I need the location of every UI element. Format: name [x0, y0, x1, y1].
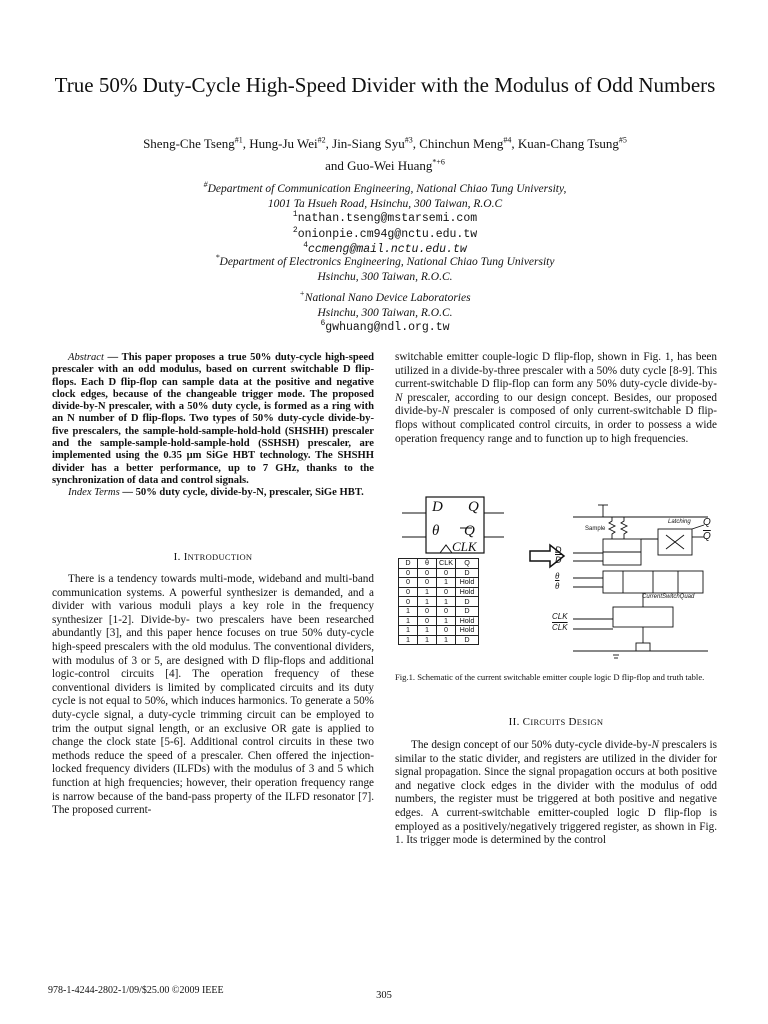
truth-table-row	[399, 578, 479, 588]
paragraph-part: prescalers is similar to the static divider, and registers are utilized in the divider for signal propagation. Since the signal propagation occurs at both positive and negative clock edges in the divider with the modulus of odd numbers, the register must be triggered at both positive and negative edges. A current-switchable emitter-coupled logic D flip-flop is employed as a positively/negatively triggered register, as shown in Fig. 1. Its trigger mode is determined by the control	[395, 739, 717, 847]
clock-pair	[613, 607, 673, 627]
section-heading-introduction	[52, 551, 374, 563]
schem-theta-label: θ	[555, 571, 560, 581]
author-list-2	[40, 158, 730, 174]
truth-cell: Hold	[456, 616, 479, 626]
paragraph-part: prescaler, according to our design concept. Besides, our proposed divide-by-	[395, 391, 717, 418]
affiliation-line: Department of Communication Engineering, National Chiao Tung University,	[207, 183, 567, 195]
affiliation-line: Department of Electronics Engineering, National Chiao Tung University	[219, 256, 555, 268]
truth-cell: 1	[437, 597, 456, 607]
truth-cell: 0	[418, 568, 437, 578]
schem-q-label: Q	[703, 517, 711, 528]
truth-cell: 0	[418, 578, 437, 588]
truth-header: Q	[456, 559, 479, 569]
author-sup: #4	[503, 135, 512, 145]
paragraph-part: The design concept of our 50% duty-cycle divide-by-	[411, 739, 652, 751]
schem-sample-label: Sample	[585, 526, 606, 532]
section-title-initial: II. C	[508, 716, 531, 728]
email-sup: 1	[292, 210, 298, 220]
schem-thetabar-label: $\overline{\theta}$	[555, 581, 560, 591]
schem-d-label: D	[555, 545, 562, 555]
author: Guo-Wei Huang	[347, 158, 433, 173]
email-sup: 6	[320, 319, 326, 329]
ff-clk-label: CLK	[452, 539, 477, 554]
section-title-rest: ESIGN	[576, 717, 604, 727]
affiliation-sup: +	[299, 289, 305, 299]
truth-cell: 1	[418, 597, 437, 607]
email[interactable]: nathan.tseng@mstarsemi.com	[297, 212, 478, 225]
author: Sheng-Che Tseng	[143, 136, 235, 151]
truth-cell: 0	[399, 578, 418, 588]
truth-cell: 0	[418, 616, 437, 626]
figure-1-caption: Fig.1. Schematic of the current switchable emitter couple logic D flip-flop and truth table.	[395, 672, 705, 682]
paragraph: There is a tendency towards multi-mode, wideband and multi-band communication systems. A powerful synthesizer is demanded, and a divider with various moduli plays a key role in the frequency synthesizer [1-2]. Divide-by- two prescalers have been researched abundantly [3], and this paper hence focuses on true 50% duty-cycle high-speed prescalers with the old modulus. The conventional dividers, with modulus of 3 or 5, are designed with D flip-flops and additional logic-control circuits [4]. The operation frequency of these conventional dividers is limited by complicated circuits and its duty cycle is not equal to 50%, which induces harmonics. To generate a 50% duty-cycle signal, a duty-cycle trimming circuit can be employed to trim the output signal length, or an exclusive OR gate is applied to change the clock state [5-6]. Additional control circuits in these two methods reduce the speed of a prescaler. Chen offered the injection-locked frequency dividers (ILFDs) with the modulus of 3 and 5 which function at high frequencies; however, their operation frequency range is narrow because of the band-pass property of the ILFD resonator [7]. The proposed current-	[52, 573, 374, 817]
paragraph-part: prescaler is composed of only current-switchable D flip-flops without complicated control circuits, in order to possess a wide operation frequency range and to function up to high frequencies.	[395, 405, 717, 445]
affiliation-sup: *	[215, 253, 220, 263]
symbol-n: N	[395, 391, 403, 404]
truth-cell: 1	[418, 626, 437, 636]
schem-clkbar-label: $\overline{CLK}$	[552, 623, 568, 632]
section-heading-circuits-design	[395, 716, 717, 728]
email[interactable]: ccmeng@mail.nctu.edu.tw	[308, 243, 467, 256]
truth-cell: 1	[418, 635, 437, 645]
section-title-rest: IRCUITS	[530, 717, 566, 727]
affiliation-line: 1001 Ta Hsueh Road, Hsinchu, 300 Taiwan, R.O.C	[267, 197, 503, 210]
truth-cell: 0	[437, 606, 456, 616]
paragraph	[395, 739, 717, 848]
ff-d-label: D	[432, 499, 443, 515]
truth-table-row	[399, 616, 479, 626]
truth-cell: 1	[418, 587, 437, 597]
introduction-text	[52, 573, 374, 818]
truth-cell: 1	[399, 626, 418, 636]
truth-header: CLK	[437, 559, 456, 569]
author-sup: #1	[234, 135, 243, 145]
affiliation-line: National Nano Device Laboratories	[304, 292, 471, 304]
truth-cell: 0	[399, 587, 418, 597]
truth-cell: Hold	[456, 626, 479, 636]
truth-table	[398, 558, 479, 645]
abstract-dash: —	[119, 487, 136, 499]
index-terms: 50% duty cycle, divide-by-N, prescaler, SiGe HBT.	[135, 487, 364, 499]
abstract-dash: —	[103, 352, 122, 363]
truth-cell: D	[456, 606, 479, 616]
email[interactable]: gwhuang@ndl.org.tw	[325, 321, 450, 334]
ff-theta-label: θ	[432, 523, 440, 539]
affiliation-line: Hsinchu, 300 Taiwan, R.O.C.	[317, 306, 453, 319]
abstract	[52, 352, 374, 500]
truth-header: D	[399, 559, 418, 569]
truth-cell: 0	[399, 597, 418, 607]
paragraph-part: switchable emitter couple-logic D flip-flop, shown in Fig. 1, has been utilized in a divide-by-three prescaler with a 50% duty cycle [8-9]. This current-switchable D flip-flop can form any 50% duty-cycle divide-by-	[395, 351, 717, 391]
symbol-n: N	[651, 739, 659, 751]
author-sup: *+6	[432, 157, 445, 167]
author-prefix: and	[325, 158, 348, 173]
resistor	[621, 517, 627, 539]
affiliation-2	[40, 255, 730, 284]
author: Kuan-Chang Tsung	[517, 136, 619, 151]
section-title-rest: NTRODUCTION	[187, 552, 253, 562]
truth-cell: 1	[399, 635, 418, 645]
circuits-design-text	[395, 739, 717, 848]
clock-triangle	[440, 545, 452, 553]
ff-q-label: Q	[468, 499, 479, 515]
truth-cell: 0	[437, 626, 456, 636]
author: Jin-Siang Syu	[332, 136, 405, 151]
section-number: I.	[173, 551, 184, 563]
author-sup: #2	[317, 135, 326, 145]
abstract-text: This paper proposes a true 50% duty-cycle high-speed prescaler with an odd modulus, based on current switchable D flip-flops. Each D flip-flop can sample data at the positive and negative clock edges, because of the changeable trigger mode. The proposed divide-by-N prescaler, with a 50% duty cycle, is formed as a ring with an N number of D flip-flops. Two types of 50% duty-cycle divide-by-five prescalers, the sample-hold-sample-hold-hold (SHSHH) prescaler and the sample-sample-hold-sample-hold (SSHSH) prescaler, are implemented using the 0.35 μm SiGe HBT technology. The SHSHH divider has a better performance, up to 7 GHz, thanks to the synchronization of data and control signals.	[52, 352, 375, 486]
affiliation-3	[40, 291, 730, 336]
figure-1	[398, 495, 718, 670]
truth-header: θ	[418, 559, 437, 569]
truth-cell: Hold	[456, 587, 479, 597]
truth-cell: 1	[437, 616, 456, 626]
schem-quad-label: CurrentSwitchQuad	[642, 594, 695, 600]
email-sup: 4	[303, 241, 309, 251]
truth-cell: 1	[399, 616, 418, 626]
truth-cell: 0	[399, 568, 418, 578]
schem-latching-label: Latching	[668, 519, 691, 525]
email-sup: 2	[292, 225, 298, 235]
paper-title: True 50% Duty-Cycle High-Speed Divider with the Modulus of Odd Numbers	[54, 73, 716, 97]
index-terms-label: Index Terms	[68, 487, 120, 499]
truth-cell: Hold	[456, 578, 479, 588]
affiliation-1	[40, 182, 730, 258]
truth-table-row	[399, 597, 479, 607]
symbol-n: N	[441, 405, 450, 418]
affiliation-sup: #	[203, 180, 208, 190]
truth-table-row	[399, 606, 479, 616]
author-list: Sheng-Che Tseng$^{\#1}$, Hung-Ju Wei$^{\#2}$, Jin-Siang Syu$^{\#3}$, Chinchun Meng$^{\#4}$, Kuan-Chang Tsung$^{\#5}$	[143, 135, 627, 151]
truth-cell: 0	[437, 568, 456, 578]
page-number: 305	[376, 990, 392, 1001]
schem-dbar-label: $\overline{D}$	[555, 555, 562, 565]
truth-cell: 0	[418, 606, 437, 616]
tail-source	[636, 643, 650, 651]
truth-cell: D	[456, 597, 479, 607]
ff-qbar-label: Q	[464, 523, 475, 539]
truth-table-row	[399, 587, 479, 597]
truth-table-row	[399, 626, 479, 636]
author-sup: #3	[404, 135, 413, 145]
truth-table-row	[399, 568, 479, 578]
email[interactable]: onionpie.cm94g@nctu.edu.tw	[297, 227, 478, 241]
abstract-label: Abstract	[68, 352, 104, 363]
section-title-initial: D	[565, 716, 577, 728]
author: Hung-Ju Wei	[249, 136, 318, 151]
affiliation-line: Hsinchu, 300 Taiwan, R.O.C.	[317, 270, 453, 283]
copyright-footer: 978-1-4244-2802-1/09/$25.00 ©2009 IEEE	[48, 985, 224, 996]
resistor	[609, 517, 615, 539]
right-column-text	[395, 351, 717, 446]
truth-table-row	[399, 635, 479, 645]
section-title-initial: I	[183, 551, 188, 563]
truth-table-header	[399, 559, 479, 569]
truth-cell: D	[456, 568, 479, 578]
author: Chinchun Meng	[419, 136, 504, 151]
schem-clk-label: CLK	[552, 612, 568, 621]
author-sup: #5	[618, 135, 627, 145]
truth-cell: 1	[437, 578, 456, 588]
schem-qbar-label: $\overline{Q}$	[703, 531, 711, 542]
truth-cell: 0	[437, 587, 456, 597]
truth-cell: 1	[399, 606, 418, 616]
truth-cell: D	[456, 635, 479, 645]
truth-cell: 1	[437, 635, 456, 645]
